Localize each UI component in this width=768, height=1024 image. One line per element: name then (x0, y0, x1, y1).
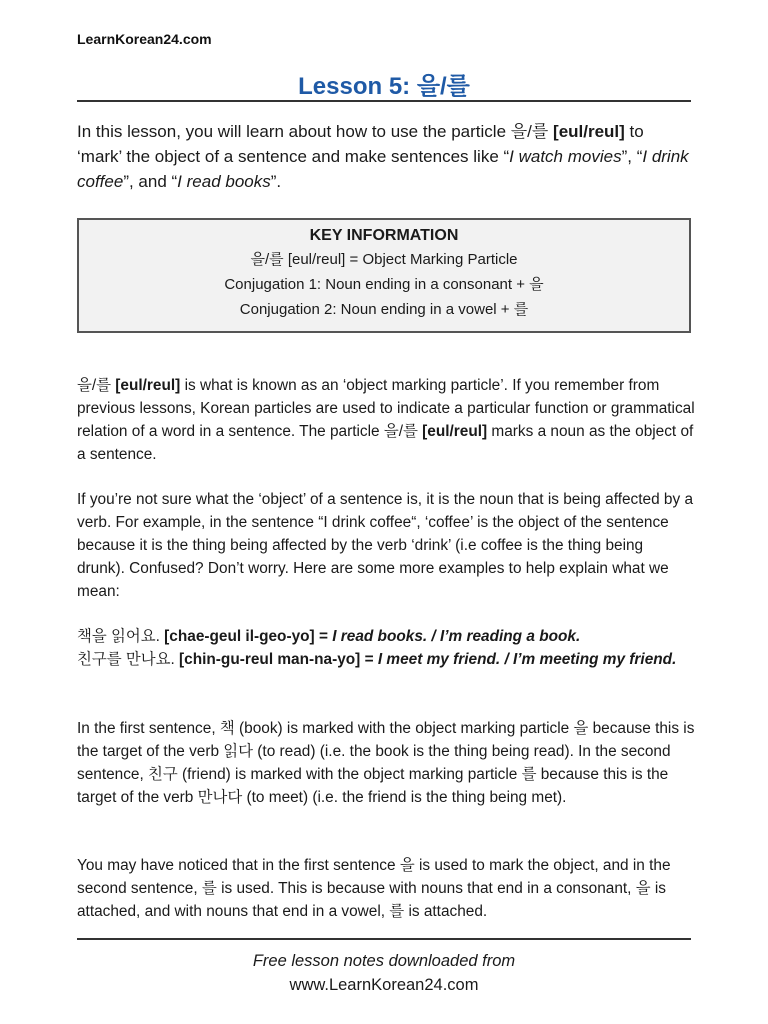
romanization: [eul/reul] (422, 423, 488, 440)
page-title: Lesson 5: 을/를 (298, 73, 470, 100)
intro-text: ”. (270, 172, 282, 191)
intro-text: In this lesson, you will learn about how to use the particle 을/를 (77, 122, 554, 141)
intro-romanization: [eul/reul] (553, 122, 625, 141)
key-information-heading: KEY INFORMATION (309, 227, 459, 244)
romanization: [eul/reul] (115, 377, 181, 394)
analysis-paragraph: In the first sentence, 책 (book) is marked with the object marking particle 을 because this is the target of the verb 읽다 (to read) (i.e. the book is the thing being read). In the second sentence, 친구 (friend) is marked with the object marking particle 를 because this is the target of the verb 만나다 (to meet) (i.e. the friend is the thing being met). (77, 720, 695, 806)
explanation-paragraph (77, 374, 695, 466)
intro-text: to ‘mark’ the object of a sentence and make sentences like “ (77, 122, 644, 166)
key-information-line: 을/를 [eul/reul] = Object Marking Particle (250, 251, 518, 268)
intro-example: I drink coffee (77, 147, 689, 191)
example-translation: I meet my friend. / I’m meeting my friend. (377, 651, 677, 668)
intro-example: I read books (177, 172, 271, 191)
paragraph-text: is what is known as an ‘object marking particle’. If you remember from previous lessons, Korean particles are used to indicate a particular function or grammatical relation of a word in a sentence. The particle 을/를 (77, 377, 695, 440)
site-name: LearnKorean24.com (77, 31, 212, 47)
example-translation: I read books. / I’m reading a book. (332, 628, 581, 645)
object-definition-paragraph: If you’re not sure what the ‘object’ of a sentence is, it is the noun that is being affected by a verb. For example, in the sentence “I drink coffee“, ‘coffee’ is the object of the sentence because it is the thing being affected by the verb ‘drink’ (i.e coffee is the thing being drunk). Confused? Don’t worry. Here are some more examples to help explain what we mean: (77, 491, 694, 600)
footer-website: www.LearnKorean24.com (289, 976, 479, 994)
key-information-box (77, 218, 691, 333)
key-information-line: Conjugation 1: Noun ending in a consonant + 을 (224, 276, 544, 293)
intro-example: I watch movies (509, 147, 622, 166)
conjugation-paragraph: You may have noticed that in the first sentence 을 is used to mark the object, and in the second sentence, 를 is used. This is because with nouns that end in a consonant, 을 is attached, and with nouns that end in a vowel, 를 is attached. (77, 857, 671, 920)
example-romanization: [chae-geul il-geo-yo] = (164, 628, 333, 645)
footer (0, 949, 768, 997)
intro-paragraph (77, 119, 691, 194)
example-korean: 친구를 만나요. (77, 651, 180, 668)
paragraph-text: 을/를 (77, 377, 116, 394)
example-romanization: [chin-gu-reul man-na-yo] = (179, 651, 378, 668)
intro-text: ”, and “ (123, 172, 178, 191)
paragraph-text: marks a noun as the object of a sentence. (77, 423, 694, 463)
footer-note: Free lesson notes downloaded from (252, 952, 516, 970)
footer-divider (77, 938, 691, 940)
examples-block (77, 625, 695, 671)
title-divider (77, 100, 691, 102)
key-information-line: Conjugation 2: Noun ending in a vowel + 를 (239, 301, 529, 318)
intro-text: ”, “ (621, 147, 643, 166)
example-korean: 책을 읽어요. (77, 628, 165, 645)
